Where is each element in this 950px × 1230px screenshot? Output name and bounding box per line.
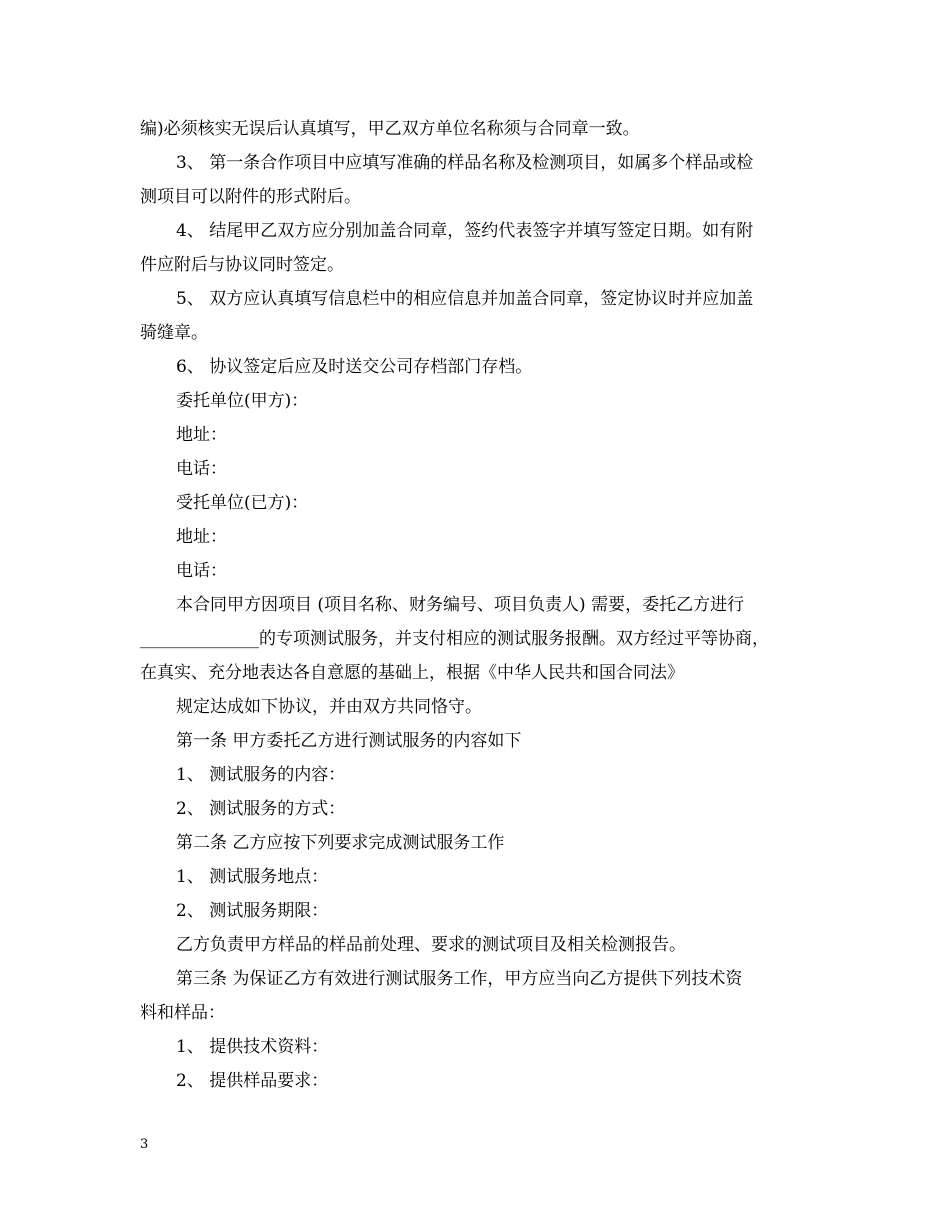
text-line: 2、 测试服务的方式： (176, 799, 346, 819)
text-line: 地址： (176, 425, 227, 445)
text-line: 测项目可以附件的形式附后。 (140, 187, 361, 207)
text-line: 1、 提供技术资料： (176, 1037, 329, 1057)
text-line: 第三条 为保证乙方有效进行测试服务工作，甲方应当向乙方提供下列技术资 (176, 969, 743, 989)
text-line: 2、 测试服务期限： (176, 901, 329, 921)
text-line: 3、 第一条合作项目中应填写准确的样品名称及检测项目，如属多个样品或检 (176, 153, 754, 173)
text-line: 骑缝章。 (140, 323, 208, 343)
text-line: 电话： (176, 459, 227, 479)
text-line: 1、 测试服务的内容： (176, 765, 346, 785)
text-line: 6、 协议签定后应及时送交公司存档部门存档。 (176, 357, 533, 377)
text-line: 料和样品： (140, 1003, 225, 1023)
document-body (140, 112, 830, 1098)
text-line: 在真实、充分地表达各自意愿的基础上，根据《中华人民共和国合同法》 (140, 663, 684, 683)
text-line: 件应附后与协议同时签定。 (140, 255, 344, 275)
text-line: 第一条 甲方委托乙方进行测试服务的内容如下 (176, 731, 522, 751)
text-line: 地址： (176, 527, 227, 547)
text-line: 规定达成如下协议，并由双方共同恪守。 (176, 697, 482, 717)
text-line: 5、 双方应认真填写信息栏中的相应信息并加盖合同章，签定协议时并应加盖 (176, 289, 754, 309)
text-line: 2、 提供样品要求： (176, 1071, 329, 1091)
text-line: 1、 测试服务地点： (176, 867, 329, 887)
text-line: 4、 结尾甲乙双方应分别加盖合同章，签约代表签字并填写签定日期。如有附 (176, 221, 754, 241)
text-line: ______________的专项测试服务，并支付相应的测试服务报酬。双方经过平等协商， (140, 629, 769, 649)
text-line: 编)必须核实无误后认真填写，甲乙双方单位名称须与合同章一致。 (140, 119, 640, 139)
text-line: 电话： (176, 561, 227, 581)
text-line: 委托单位(甲方)： (176, 391, 309, 411)
text-line: 受托单位(已方)： (176, 493, 309, 513)
page-number: 3 (140, 1137, 149, 1152)
text-line: 第二条 乙方应按下列要求完成测试服务工作 (176, 833, 505, 853)
text-line: 本合同甲方因项目 (项目名称、财务编号、项目负责人) 需要，委托乙方进行 (176, 595, 745, 615)
text-line: 乙方负责甲方样品的样品前处理、要求的测试项目及相关检测报告。 (176, 935, 686, 955)
